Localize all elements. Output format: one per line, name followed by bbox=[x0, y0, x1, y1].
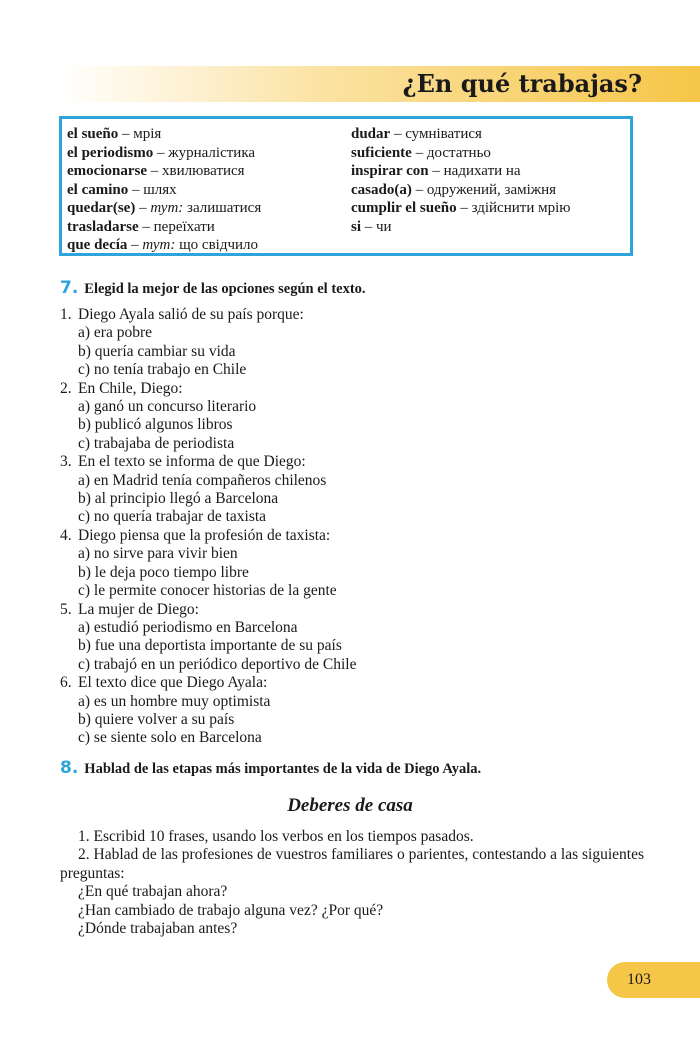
question: 4. Diego piensa que la profesión de taxista: bbox=[60, 526, 331, 544]
answer-option: a) no sirve para vivir bien bbox=[78, 545, 238, 563]
vocabulary-left-column bbox=[67, 125, 261, 255]
homework-question: ¿Han cambiado de trabajo alguna vez? ¿Por qué? bbox=[78, 901, 384, 919]
vocab-entry: casado(a) – одружений, заміжня bbox=[351, 181, 557, 198]
answer-option: a) estudió periodismo en Barcelona bbox=[78, 618, 298, 636]
answer-option: b) al principio llegó a Barcelona bbox=[78, 490, 279, 508]
page-title: ¿En qué trabajas? bbox=[402, 69, 642, 98]
exercise-7-heading bbox=[60, 278, 366, 298]
exercise-instruction: Hablad de las etapas más importantes de la vida de Diego Ayala. bbox=[84, 761, 482, 777]
exercise-number: 8. bbox=[60, 758, 79, 778]
question: 3. En el texto se informa de que Diego: bbox=[60, 453, 306, 471]
answer-option: b) quería cambiar su vida bbox=[78, 342, 236, 360]
vocab-entry: dudar – сумніватися bbox=[351, 126, 482, 142]
answer-option: a) en Madrid tenía compañeros chilenos bbox=[78, 471, 327, 489]
vocab-entry: el camino – шлях bbox=[67, 181, 177, 198]
vocab-entry: si – чи bbox=[351, 218, 392, 235]
answer-option: c) no quería trabajar de taxista bbox=[78, 508, 267, 526]
vocab-entry: el periodismo – журналістика bbox=[67, 144, 256, 161]
question: 6. El texto dice que Diego Ayala: bbox=[60, 674, 268, 692]
vocab-entry: emocionarse – хвилюватися bbox=[67, 163, 245, 179]
answer-option: a) es un hombre muy optimista bbox=[78, 692, 271, 710]
vocabulary-right-column bbox=[351, 125, 570, 236]
vocabulary-box bbox=[59, 116, 633, 256]
homework-question: ¿Dónde trabajaban antes? bbox=[78, 920, 238, 938]
vocab-entry: inspirar con – надихати на bbox=[351, 163, 521, 179]
answer-option: c) no tenía trabajo en Chile bbox=[78, 361, 247, 379]
exercise-8-heading bbox=[60, 758, 481, 778]
answer-option: c) trabajó en un periódico deportivo de Chile bbox=[78, 655, 357, 673]
answer-option: b) quiere volver a su país bbox=[78, 710, 235, 728]
homework-title: Deberes de casa bbox=[287, 795, 413, 816]
question: 5. La mujer de Diego: bbox=[60, 600, 199, 618]
answer-option: c) trabajaba de periodista bbox=[78, 434, 235, 452]
homework-item: 1. Escribid 10 frases, usando los verbos en los tiempos pasados. bbox=[78, 828, 474, 845]
vocab-entry: cumplir el sueño – здійснити мрію bbox=[351, 200, 571, 216]
answer-option: c) le permite conocer historias de la gente bbox=[78, 582, 337, 600]
vocab-entry: quedar(se) – тут: залишатися bbox=[67, 200, 262, 216]
answer-option: b) le deja poco tiempo libre bbox=[78, 563, 249, 581]
homework-item: 2. Hablad de las profesiones de vuestros familiares o parientes, contestando a las siguientes preguntas: bbox=[60, 846, 645, 882]
exercise-number: 7. bbox=[60, 278, 79, 298]
answer-option: c) se siente solo en Barcelona bbox=[78, 729, 262, 747]
answer-option: a) era pobre bbox=[78, 324, 153, 342]
question-list bbox=[60, 306, 356, 748]
vocab-entry: el sueño – мрія bbox=[67, 126, 162, 142]
question: 2. En Chile, Diego: bbox=[60, 379, 183, 397]
vocab-entry: trasladarse – переїхати bbox=[67, 218, 215, 235]
vocab-entry: que decía – тут: що свідчило bbox=[67, 237, 259, 253]
page-number: 103 bbox=[627, 971, 651, 988]
answer-option: b) publicó algunos libros bbox=[78, 416, 233, 434]
question: 1. Diego Ayala salió de su país porque: bbox=[60, 306, 304, 323]
homework-section bbox=[60, 828, 650, 938]
exercise-instruction: Elegid la mejor de las opciones según el texto. bbox=[84, 281, 366, 297]
homework-question: ¿En qué trabajan ahora? bbox=[78, 883, 228, 901]
answer-option: b) fue una deportista importante de su país bbox=[78, 637, 342, 655]
page-number-tab bbox=[607, 962, 700, 998]
vocab-entry: suficiente – достатньо bbox=[351, 144, 491, 161]
answer-option: a) ganó un concurso literario bbox=[78, 398, 257, 416]
